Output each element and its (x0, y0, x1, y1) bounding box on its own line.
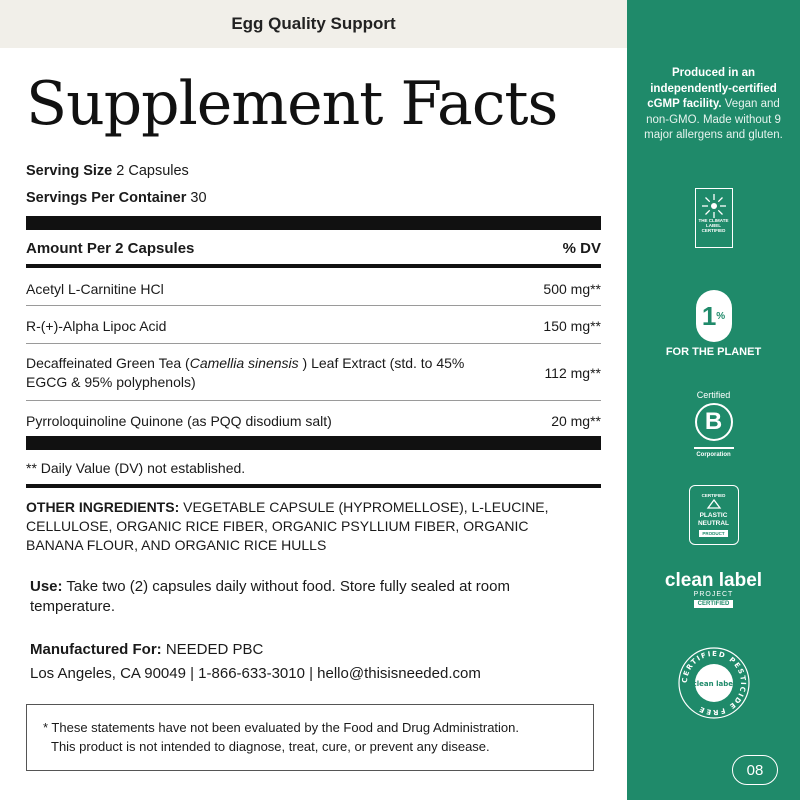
other-ingredients-label: OTHER INGREDIENTS: (26, 499, 180, 515)
one-percent-icon: 1 % (696, 290, 732, 342)
supplement-facts-title: Supplement Facts (26, 69, 558, 139)
plastic-top-text: CERTIFIED (701, 493, 726, 499)
product-header (0, 0, 627, 48)
climate-label-text: THE CLIMATE LABEL CERTIFIED (698, 218, 729, 233)
ingredient-row (26, 278, 601, 300)
one-percent-badge (627, 290, 800, 358)
manufacturer-info (30, 638, 481, 686)
disclaimer-line-1: * These statements have not been evaluated by the Food and Drug Administration. (43, 720, 520, 735)
ingredient-amount: 20 mg** (551, 413, 601, 429)
pesticide-free-seal-icon (676, 645, 752, 721)
ingredient-amount: 500 mg** (543, 281, 601, 297)
b-corp-top-text: Certified (696, 390, 731, 400)
ingredient-name: R-(+)-Alpha Lipoc Acid (26, 317, 167, 334)
use-text: Take two (2) capsules daily without food. Store fully sealed at room temperature. (30, 578, 510, 616)
dv-header: % DV (562, 240, 601, 257)
clean-project-text: PROJECT (693, 591, 734, 599)
product-title: Egg Quality Support (231, 14, 396, 33)
ingredient-row (26, 315, 601, 337)
pesticide-free-badge (627, 645, 800, 721)
ingredient-name-pre: Decaffeinated Green Tea ( (26, 355, 190, 372)
medium-divider (26, 484, 601, 488)
servings-value: 30 (190, 190, 207, 206)
b-corp-icon (695, 403, 733, 441)
thick-divider (26, 436, 601, 450)
row-divider (26, 400, 601, 401)
ingredient-name-post: ) Leaf Extract (std. to 45% EGCG & 95% polyphenols) (26, 355, 465, 390)
page-number: 08 (732, 755, 778, 785)
manufacturer-name: NEEDED PBC (161, 641, 264, 658)
plastic-bottom-text: PRODUCT (699, 530, 727, 537)
servings-per-container (26, 190, 207, 206)
serving-size-label: Serving Size (26, 163, 113, 179)
b-corp-badge (627, 390, 800, 458)
serving-size-value: 2 Capsules (116, 163, 189, 179)
amount-header-row (26, 240, 601, 257)
serving-size (26, 163, 189, 179)
plastic-neutral-badge (627, 485, 800, 545)
disclaimer-line-2: This product is not intended to diagnose, treat, cure, or prevent any disease. (51, 738, 490, 754)
other-ingredients-text: VEGETABLE CAPSULE (HYPROMELLOSE), L-LEUCINE, CELLULOSE, ORGANIC RICE FIBER, ORGANIC PSYLLIUM FIBER, ORGANIC BANANA FLOUR, AND ORGANIC RICE HULLS (26, 499, 549, 553)
manufacturer-label: Manufactured For: (30, 641, 162, 658)
b-corp-bottom-text: Corporation (696, 451, 731, 458)
medium-divider (26, 264, 601, 268)
b-corp-line (694, 447, 734, 449)
production-statement (637, 66, 790, 144)
amount-header: Amount Per 2 Capsules (26, 240, 195, 257)
production-statement-bold: Produced in an independently-certified cGMP facility. (647, 67, 777, 111)
one-percent-text: FOR THE PLANET (665, 346, 762, 358)
recycle-icon (706, 498, 722, 510)
use-instructions (30, 577, 570, 618)
clean-label-badge (627, 572, 800, 608)
certifications-sidebar (627, 0, 800, 800)
ingredient-row (26, 410, 601, 432)
pesticide-ring-text: CERTIFIED PESTICIDE FREE (680, 649, 747, 717)
use-label: Use: (30, 578, 63, 595)
ingredient-row (26, 352, 601, 394)
clean-label-text: clean label (664, 570, 763, 591)
dv-footnote: ** Daily Value (DV) not established. (26, 460, 246, 476)
plastic-main-text: PLASTIC NEUTRAL (697, 512, 730, 527)
ingredient-name: Pyrroloquinoline Quinone (as PQQ disodium salt) (26, 412, 332, 429)
ingredient-amount: 150 mg** (543, 318, 601, 334)
manufacturer-contact: Los Angeles, CA 90049 | 1-866-633-3010 | hello@thisisneeded.com (30, 665, 481, 682)
fda-disclaimer (26, 704, 594, 771)
row-divider (26, 343, 601, 344)
production-statement-rest: Vegan and non-GMO. Made without 9 major allergens and gluten. (644, 98, 783, 142)
ingredient-name: Acetyl L-Carnitine HCl (26, 280, 164, 297)
sunburst-icon (701, 193, 727, 219)
ingredient-name-latin: Camellia sinensis (189, 355, 299, 372)
servings-label: Servings Per Container (26, 190, 187, 206)
row-divider (26, 305, 601, 306)
other-ingredients (26, 498, 586, 555)
ingredient-amount: 112 mg** (544, 365, 601, 381)
thick-divider (26, 216, 601, 230)
climate-label-badge (627, 188, 800, 248)
pesticide-center-text: clean label (692, 680, 735, 688)
b-corp-letter: B (704, 408, 723, 435)
ingredient-name (26, 354, 476, 392)
clean-certified-text: CERTIFIED (694, 600, 734, 608)
one-percent-number: 1 (701, 300, 717, 331)
